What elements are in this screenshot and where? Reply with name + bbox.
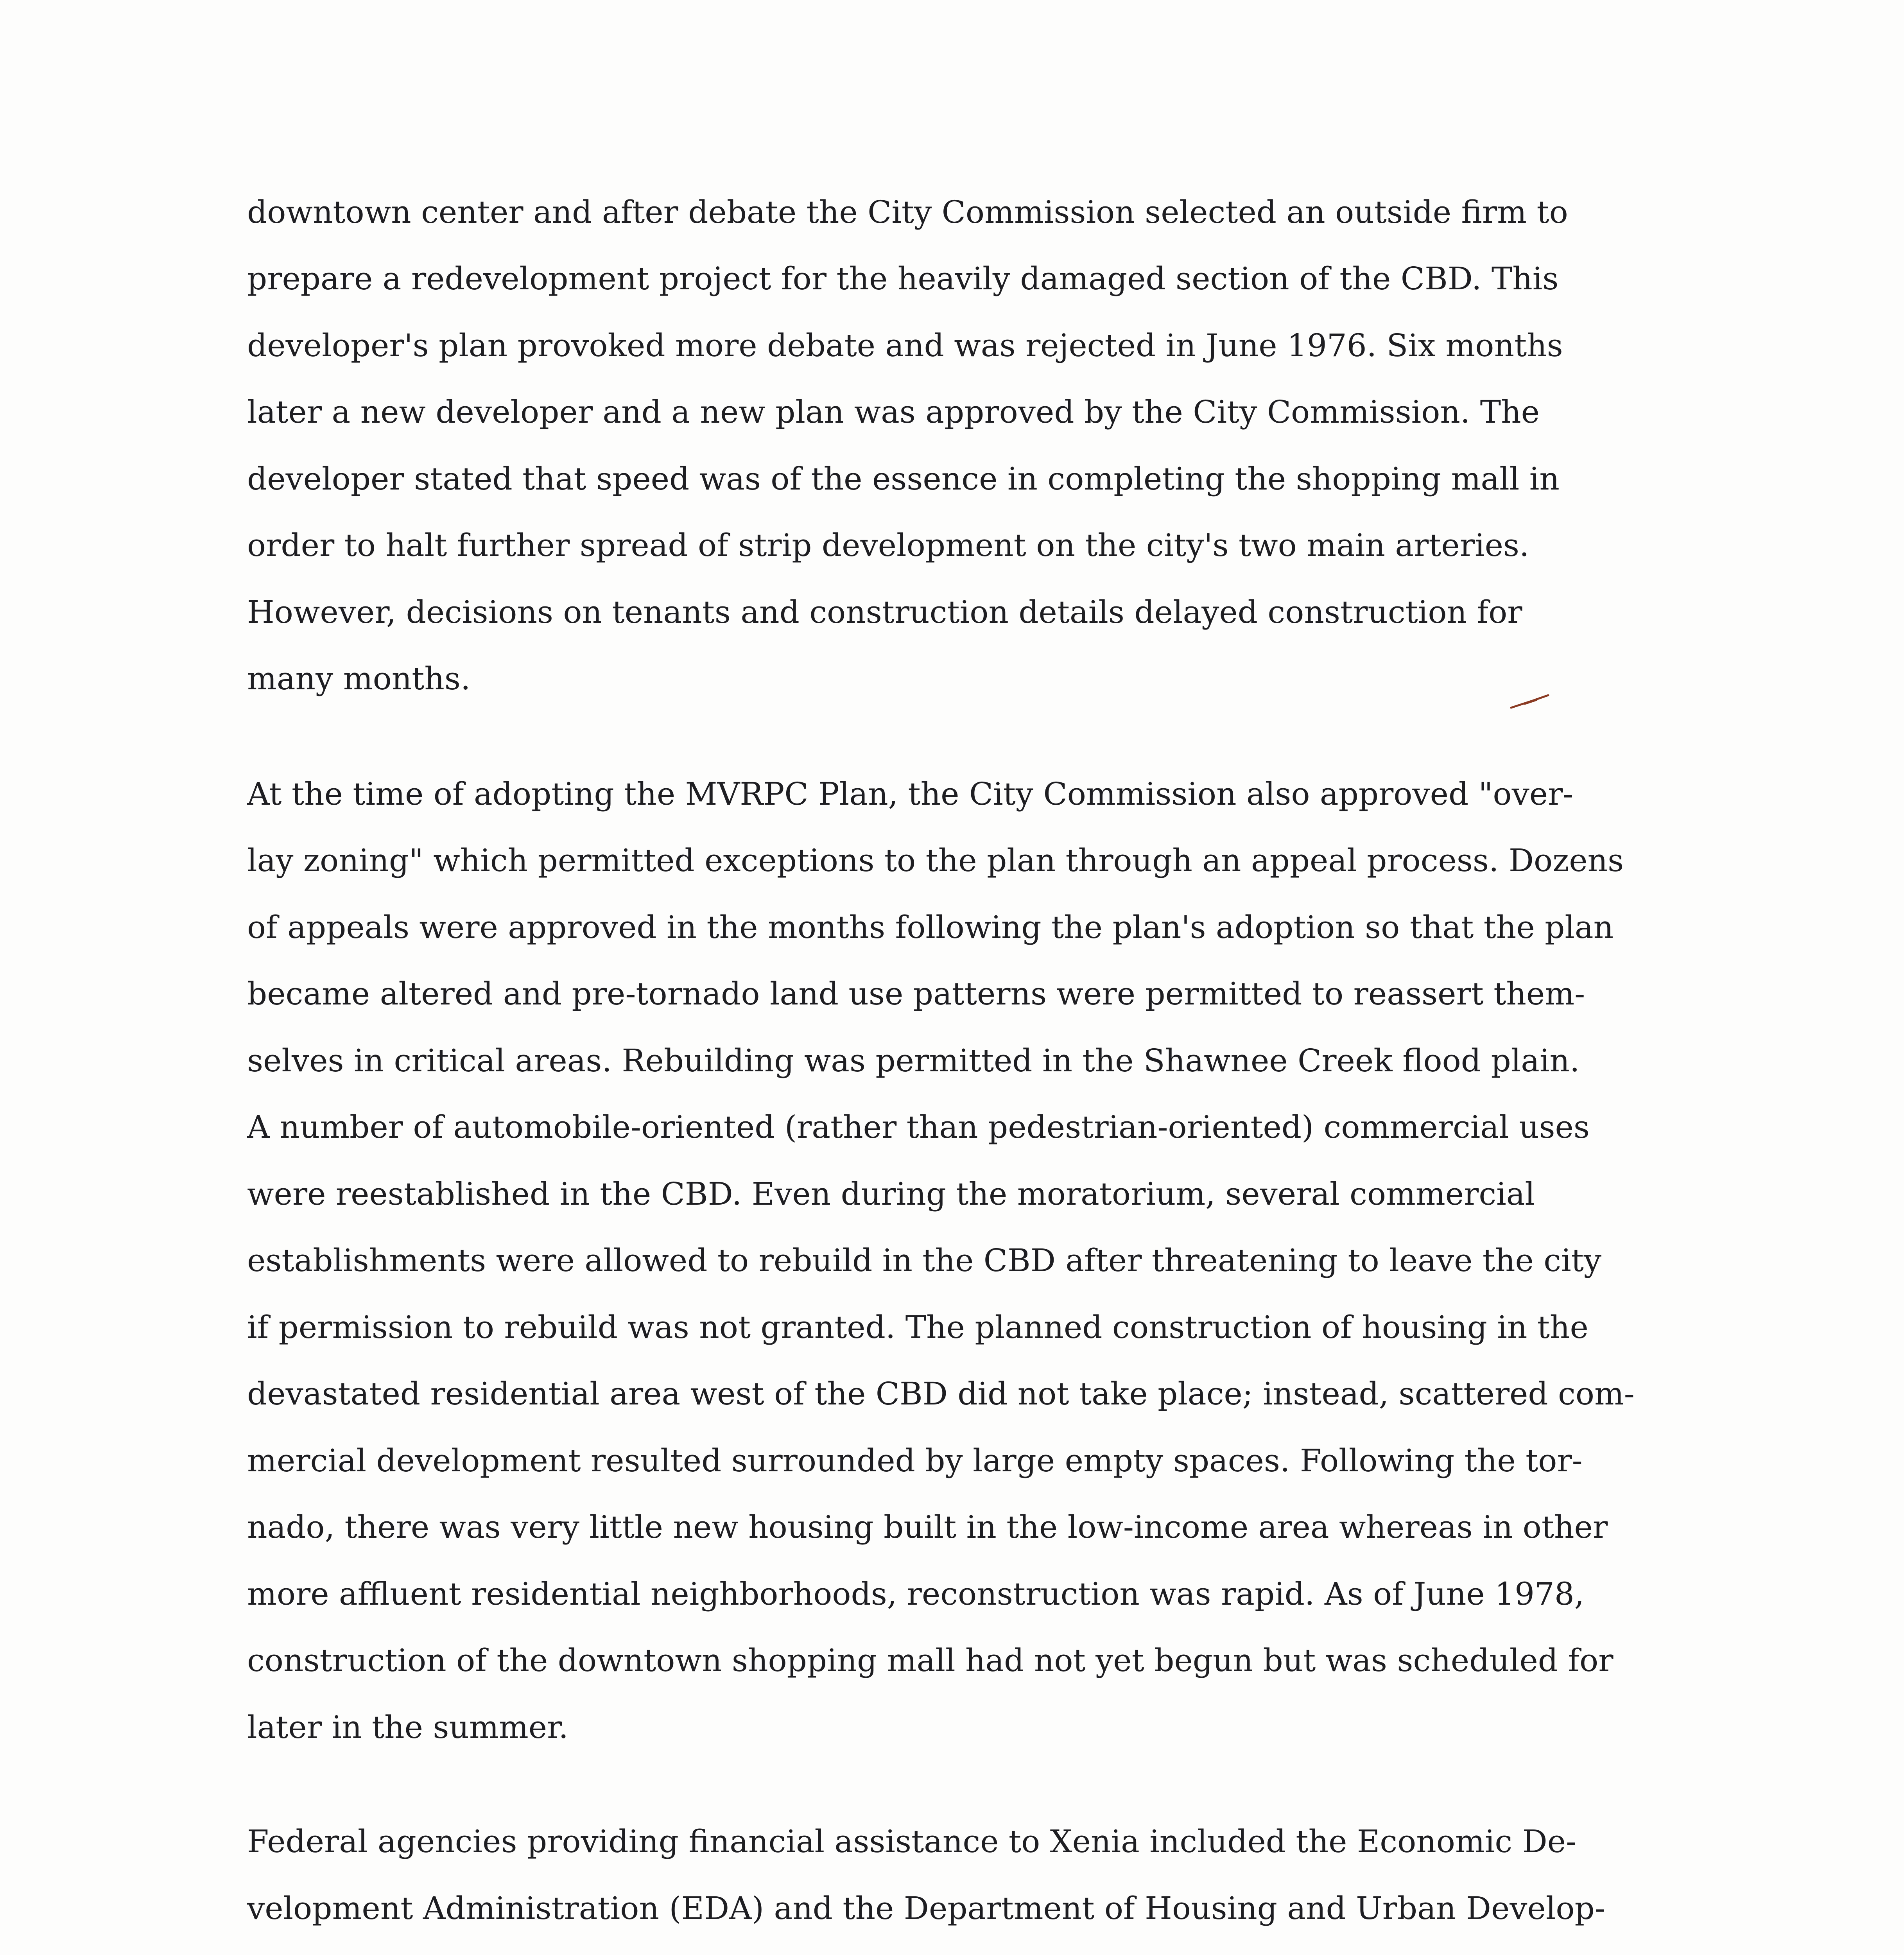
text-line: developer's plan provoked more debate and was rejected in June 1976. Six months — [247, 327, 1563, 364]
text-line: developer stated that speed was of the essence in completing the shopping mall in — [247, 461, 1560, 497]
text-line: establishments were allowed to rebuild in the CBD after threatening to leave the city — [247, 1242, 1602, 1279]
text-line: devastated residential area west of the CBD did not take place; instead, scattered com- — [247, 1376, 1635, 1412]
text-line: A number of automobile-oriented (rather than pedestrian-oriented) commercial uses — [247, 1109, 1590, 1145]
text-line: construction of the downtown shopping mall had not yet begun but was scheduled for — [247, 1642, 1614, 1679]
text-line: became altered and pre-tornado land use patterns were permitted to reassert them- — [247, 976, 1585, 1012]
text-line: At the time of adopting the MVRPC Plan, the City Commission also approved "over- — [247, 776, 1574, 812]
text-line: downtown center and after debate the City Commission selected an outside firm to — [247, 194, 1568, 230]
text-line: selves in critical areas. Rebuilding was permitted in the Shawnee Creek flood plain. — [247, 1042, 1580, 1079]
text-line: However, decisions on tenants and construction details delayed construction for — [247, 594, 1522, 630]
text-line: lay zoning" which permitted exceptions to the plan through an appeal process. Dozens — [247, 842, 1624, 879]
text-line: order to halt further spread of strip development on the city's two main arteries. — [247, 527, 1529, 563]
text-line — [247, 1953, 1533, 1955]
text-line: if permission to rebuild was not granted. The planned construction of housing in the — [247, 1309, 1588, 1345]
text-line: more affluent residential neighborhoods, reconstruction was rapid. As of June 1978, — [247, 1576, 1585, 1612]
text-line: mercial development resulted surrounded by large empty spaces. Following the tor- — [247, 1442, 1583, 1479]
text-line: velopment Administration (EDA) and the Department of Housing and Urban Develop- — [247, 1890, 1605, 1926]
text-line: later in the summer. — [247, 1709, 568, 1745]
text-line: prepare a redevelopment project for the heavily damaged section of the CBD. This — [247, 260, 1559, 297]
text-line: later a new developer and a new plan was approved by the City Commission. The — [247, 394, 1540, 430]
text-line: many months. — [247, 660, 471, 697]
text-line: of appeals were approved in the months following the plan's adoption so that the plan — [247, 909, 1614, 945]
text-line: nado, there was very little new housing built in the low-income area whereas in other — [247, 1509, 1608, 1545]
pen-mark-icon — [1509, 692, 1552, 712]
text-line: were reestablished in the CBD. Even during the moratorium, several commercial — [247, 1176, 1535, 1212]
text-line: Federal agencies providing financial assistance to Xenia included the Economic De- — [247, 1823, 1577, 1860]
